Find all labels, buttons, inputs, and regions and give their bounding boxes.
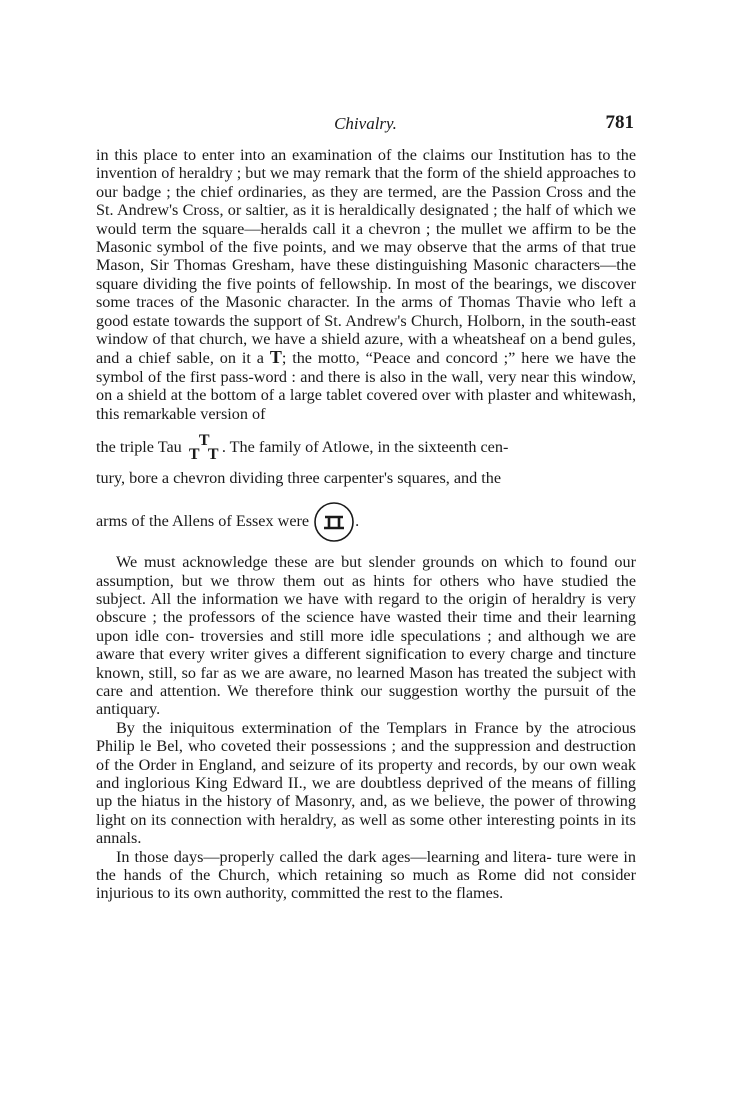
- text-line: By the iniquitous extermination of the Templars in France by: [116, 718, 542, 737]
- tau-glyph: T: [188, 446, 200, 464]
- text-line: aware that every writer gives a different signification to every charge: [96, 645, 554, 664]
- paragraph-2: [96, 553, 636, 719]
- text-line: some traces of the Masonic character. In the arms of Thomas: [96, 293, 511, 312]
- text-line: very near this window, on a shield at the bottom of a large tablet: [96, 367, 637, 405]
- text-line: ; the motto, “Peace and concord ;” here we have: [281, 349, 611, 368]
- text-line: five points of fellowship. In most of the bearings, we discover: [226, 274, 637, 293]
- text-line: covered over with plaster and whitewash, this remarkable version of: [96, 386, 636, 423]
- text-line: troversies and still more idle speculations ; and although we are: [200, 626, 636, 645]
- paragraph-4: [96, 848, 636, 903]
- text-line: found our assumption, but we throw them out as hints for others: [96, 553, 637, 590]
- text-line: as Rome did not consider injurious to its own authority, committed: [96, 866, 637, 903]
- text-line: Church, Holborn, in the south-east window of that church, we: [96, 311, 637, 349]
- page-number: 781: [605, 112, 634, 133]
- triple-tau-line: [96, 427, 636, 467]
- text-line: up the hiatus in the history of Masonry, and, as we believe, the: [96, 792, 510, 811]
- text-line: saltier, as it is heraldically designated ; the half of which we would: [96, 201, 636, 238]
- text-line: We must acknowledge these are but slender grounds on which to: [116, 553, 564, 572]
- tau-symbol: T: [269, 347, 282, 368]
- text-line: ture were in the hands of the Church, which retaining so much: [96, 847, 637, 884]
- text-line: .: [355, 512, 360, 531]
- text-line: regard to the origin of heraldry is very obscure ; the professors of: [96, 589, 636, 627]
- allens-line: [96, 495, 636, 547]
- text-line: who have studied the subject. All the information we have with: [96, 571, 636, 608]
- tau-glyph: T: [198, 432, 210, 450]
- text-line: our suggestion worthy the pursuit of the antiquary.: [96, 681, 636, 719]
- text-line: of the shield approaches to our badge ; the chief ordinaries, as they: [96, 164, 636, 201]
- text-line: and tincture known, still, so far as we are aware, no learned Mason: [96, 645, 637, 682]
- text-line: tury, bore a chevron dividing three carpenter's squares, and the: [96, 469, 502, 488]
- text-line: the atrocious Philip le Bel, who coveted their possessions ; and the: [96, 718, 636, 756]
- text-line: has treated the subject with care and attention. We therefore think: [96, 663, 636, 700]
- text-line: that the arms of that true Mason, Sir Thomas Gresham, have: [96, 238, 636, 275]
- text-line: have a shield azure, with a wheatsheaf on a bend gules, and a chief: [96, 330, 636, 368]
- text-line: are termed, are the Passion Cross and the St. Andrew's Cross, or: [96, 182, 636, 220]
- text-line: sable, on it a: [176, 349, 264, 368]
- text-line: the symbol of the first pass-word : and there is also in the wall,: [96, 349, 636, 386]
- triple-tau-icon: [186, 433, 222, 463]
- text-line: term the square—heralds call it a chevron ; the mullet we affirm: [141, 219, 573, 238]
- text-line: of its property and records, by our own weak and inglorious King: [96, 755, 636, 792]
- text-line: the science have wasted their time and their learning upon idle con-: [96, 608, 637, 645]
- text-line: power of throwing light on its connection with heraldry, as well as: [96, 792, 636, 829]
- text-line: Thavie who left a good estate towards the support of St. Andrew's: [96, 293, 637, 330]
- running-title: Chivalry.: [334, 114, 397, 133]
- text-line: the rest to the flames.: [364, 884, 504, 903]
- allens-arms-emblem-icon: [313, 501, 355, 543]
- text-line: suppression and destruction of the Order in England, and seizure: [96, 737, 637, 774]
- text-line: has to the invention of heraldry ; but we may remark that the form: [96, 146, 637, 183]
- text-line: arms of the Allens of Essex were: [96, 512, 310, 531]
- text-line: to be the Masonic symbol of the five points, and we may observe: [96, 219, 637, 257]
- text-line: these distinguishing Masonic characters—the square dividing the: [96, 256, 637, 293]
- text-line: . The family of Atlowe, in the sixteenth cen-: [221, 438, 509, 457]
- text-line: the triple Tau: [96, 438, 182, 457]
- text-line: In those days—properly called the dark ages—learning and litera-: [116, 847, 552, 866]
- paragraph-1: [96, 146, 636, 423]
- tau-glyph: T: [207, 446, 219, 464]
- text-line: some other interesting points in its annals.: [96, 810, 636, 848]
- running-head: [0, 110, 731, 138]
- page-body: [96, 146, 636, 903]
- paragraph-3: [96, 719, 636, 848]
- text-line: Edward II., we are doubtless deprived of the means of filling: [232, 773, 637, 792]
- text-line: in this place to enter into an examination of the claims our Institution: [96, 146, 565, 164]
